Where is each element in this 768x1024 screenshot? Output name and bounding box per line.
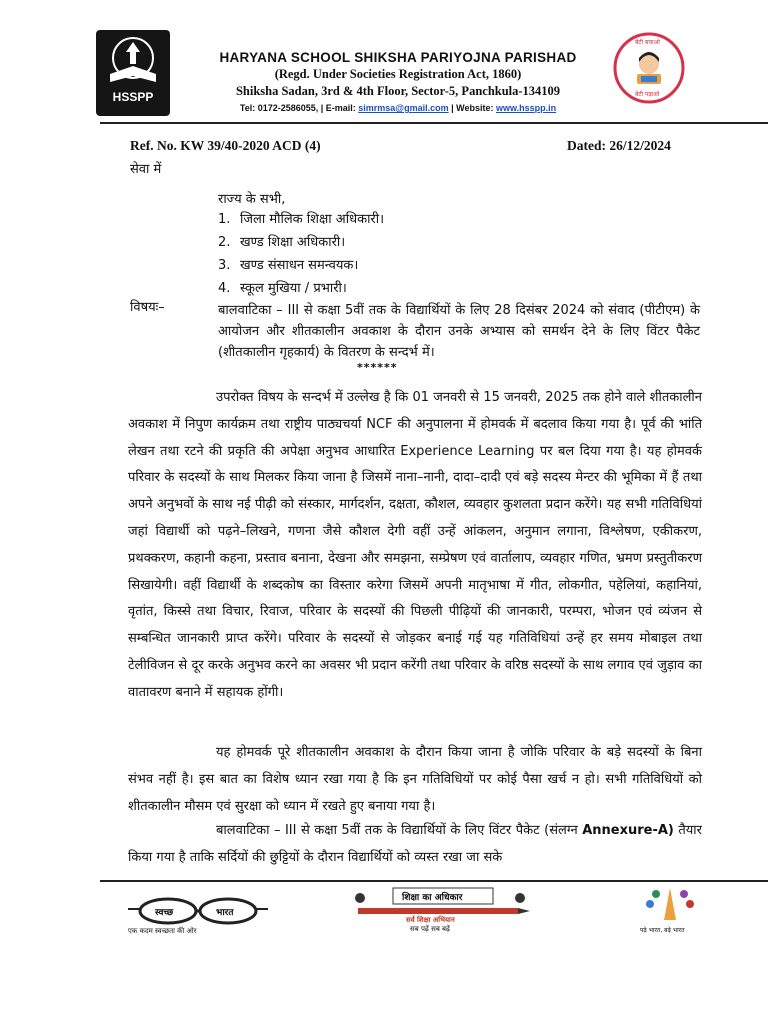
addressee-text: खण्ड संसाधन समन्वयक। [240, 257, 359, 273]
body-paragraph-2: यह होमवर्क पूरे शीतकालीन अवकाश के दौरान किया जाना है जोकि परिवार के बड़े सदस्यों के बिना संभव नहीं है। इस बात का विशेष ध्यान रखा गया है कि इन गतिविधियों पर कोई पैसा खर्च न हो। सभी गतिविधियों को शीतकालीन मौसम एवं सुरक्षा को ध्यान में रखते हुए बनाया गया है। [128, 745, 702, 814]
org-registration: (Regd. Under Societies Registration Act, 1860) [274, 67, 522, 81]
website-link[interactable]: www.hsspp.in [495, 103, 557, 113]
footer-divider [100, 880, 768, 882]
addressee-number: 1. [218, 211, 231, 227]
addressee-text: खण्ड शिक्षा अधिकारी। [240, 234, 346, 250]
letter-date: Dated: 26/12/2024 [567, 138, 671, 153]
separator-stars: ****** [357, 361, 398, 374]
addressee-item [218, 258, 384, 281]
swachh-word: स्वच्छ [155, 908, 174, 918]
addressee-intro: राज्य के सभी, [218, 192, 286, 207]
salutation: सेवा में [130, 162, 162, 177]
contact-prefix: Tel: 0172-2586055, | E-mail: [239, 103, 359, 113]
org-contact [188, 103, 608, 113]
header-divider [100, 122, 768, 124]
bharat-word: भारत [216, 908, 234, 918]
padhe-bharat-logo [640, 884, 700, 936]
addressee-text: स्कूल मुखिया / प्रभारी। [240, 280, 347, 296]
org-address: Shiksha Sadan, 3rd & 4th Floor, Sector-5, Panchkula-134109 [235, 84, 561, 98]
ssa-subtitle: सर्व शिक्षा अभियान [406, 916, 455, 924]
ssa-tagline: सब पढ़ें सब बढ़ें [410, 925, 450, 933]
body-paragraph-3 [128, 818, 702, 872]
logo-label: HSSPP [112, 90, 154, 104]
swachh-tagline: एक कदम स्वच्छता की ओर [128, 927, 197, 935]
addressee-list [218, 212, 384, 304]
children-pencil-icon [640, 884, 700, 928]
para3-end: तैयार किया गया है ताकि सर्दियों की छुट्टियों के दौरान विद्यार्थियों को व्यस्त रखा जा सके [128, 823, 702, 865]
logo-bottom-text: बेटी पढ़ाओ [635, 91, 660, 98]
body-paragraph-1: उपरोक्त विषय के सन्दर्भ में उल्लेख है कि 01 जनवरी से 15 जनवरी, 2025 तक होने वाले शीतकालीन अवकाश में निपुण कार्यक्रम तथा राष्ट्रीय पाठ्यचर्या NCF की अनुपालना में होमवर्क में बदलाव किया गया है। पूर्व की भांति लेखन तथा रटने की प्रकृति की अपेक्षा अनुभव आधारित Experience Learning पर बल दिया गया है। यह होमवर्क परिवार के सदस्यों के साथ मिलकर किया जाना है जिसमें नाना–नानी, दादा–दादी एवं बड़े सदस्य मेन्टर की भूमिका में हैं तथा अपने अनुभवों के साथ नई पीढ़ी को संस्कार, मार्गदर्शन, दक्षता, कौशल, व्यवहार कुशलता प्रदान करेंगे। यह सभी गतिविधियां जहां विद्यार्थी को पढ़ने–लिखने, गणना जैसे कौशल देगी वहीं उन्हें आंकलन, अनुमान लगाना, विश्लेषण, एकीकरण, प्रथक्करण, कहानी कहना, प्रस्ताव बनाना, देखना और समझना, सम्प्रेषण एवं वार्तालाप, व्यवहार गणित, भ्रमण प्रस्तुतीकरण सिखायेगी। वहीं विद्यार्थी के शब्दकोष का विस्तार करेगा जिसमें अपनी मातृभाषा में गीत, लोकगीत, पहेलियां, कहानियां, वृतांत, किस्से तथा विचार, रिवाज, परिवार के सदस्यों की पिछली पीढ़ियों की जानकारी, परम्परा, भोजन एवं व्यंजन से सम्बन्धित जानकारी प्राप्त करेंगे। परिवार के सदस्यों से जोड़कर बनाई गई यह गतिविधियां उन्हें हर समय मोबाइल तथा टेलीविजन से दूर करके अनुभव करने का अवसर भी प्रदान करेंगी तथा परिवार के वरिष्ठ सदस्यों के साथ लगाव एवं जुड़ाव का वातावरण बनाने में सहायक होंगी। [128, 390, 702, 700]
subject-label: विषयः– [130, 300, 165, 315]
addressee-number: 4. [218, 280, 231, 296]
addressee-item [218, 212, 384, 235]
website-prefix: | Website: [448, 103, 496, 113]
sarva-shiksha-abhiyan-logo [348, 886, 534, 934]
reference-number: Ref. No. KW 39/40-2020 ACD (4) [130, 138, 321, 153]
addressee-text: जिला मौलिक शिक्षा अधिकारी। [240, 211, 385, 227]
hsspp-logo [96, 30, 170, 116]
addressee-item [218, 235, 384, 258]
ssa-title: शिक्षा का अधिकार [402, 893, 463, 903]
para3-start: बालवाटिका – III से कक्षा 5वीं तक के विद्यार्थियों के लिए विंटर पैकेट (संलग्न [216, 823, 583, 838]
org-name: HARYANA SCHOOL SHIKSHA PARIYOJNA PARISHAD [219, 50, 577, 65]
beti-bachao-logo [613, 32, 685, 104]
swachh-bharat-logo [128, 895, 268, 939]
logo-top-text: बेटी बचाओ [635, 39, 660, 46]
annexure-reference: Annexure-A) [582, 823, 674, 838]
addressee-number: 2. [218, 234, 231, 250]
padhe-tagline: पढ़े भारत, बढ़े भारत [640, 927, 685, 934]
subject-text: बालवाटिका – III से कक्षा 5वीं तक के विद्यार्थियों के लिए 28 दिसंबर 2024 को संवाद (पीटीएम) के आयोजन और शीतकालीन अवकाश के दौरान उनके अभ्यास को समर्थन देने के लिए विंटर पैकेट (शीतकालीन गृहकार्य) के वितरण के सन्दर्भ में। [218, 303, 700, 360]
email-link[interactable]: simrmsa@gmail.com [358, 103, 449, 113]
addressee-block [218, 192, 384, 304]
addressee-number: 3. [218, 257, 231, 273]
letterhead [188, 50, 608, 113]
